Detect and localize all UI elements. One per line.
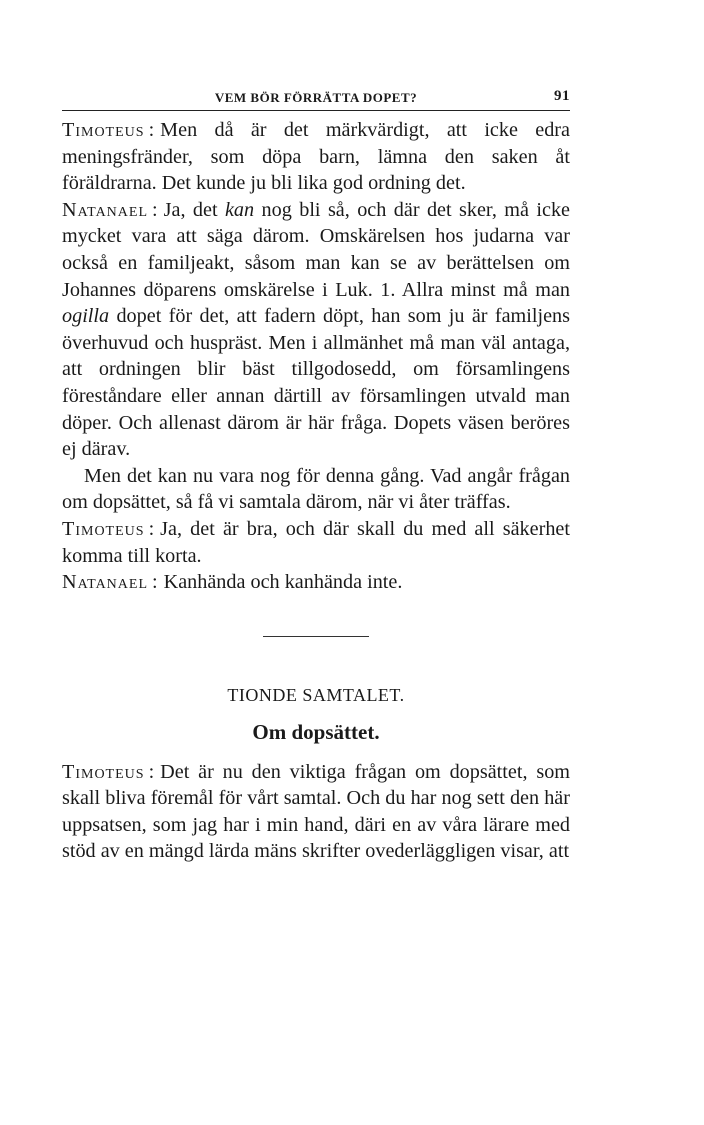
speaker-colon: :: [148, 517, 155, 540]
speaker-name: Timoteus: [62, 517, 145, 540]
paragraph-text: Det är nu den viktiga frågan om dopsättet, som skall bliva föremål för vårt samtal. Och du har nog sett den här uppsatsen, som jag har i min hand, däri en av våra lärare med stöd av en mängd lärda mäns skrifter ovederläggligen visar, att: [62, 760, 570, 863]
paragraph-text: Men det kan nu vara nog för denna gång. Vad angår frågan om dopsättet, så få vi samtala därom, när vi åter träffas.: [62, 464, 570, 514]
speaker-name: Natanael: [62, 571, 149, 594]
paragraph-text: Ja, det är bra, och där skall du med all säkerhet komma till korta.: [62, 517, 570, 567]
speaker-colon: :: [148, 760, 155, 783]
dialogue-paragraph: [62, 463, 570, 516]
emphasis-text: kan: [224, 198, 255, 221]
dialogue-paragraph: [62, 197, 570, 463]
paragraph-text: dopet för det, att fadern döpt, han som ju är familjens överhuvud och huspräst. Men i allmänhet må man väl antaga, att ordningen blir bäst tillgodosedd, om församlingens föreståndare eller annan därtill av församlingen utvald man döper. Och allenast därom är här fråga. Dopets väsen beröres ej därav.: [62, 305, 570, 461]
dialogue-paragraph: [62, 117, 570, 197]
running-title: VEM BÖR FÖRRÄTTA DOPET?: [214, 90, 418, 105]
section-separator: [263, 636, 369, 637]
speaker-name: Timoteus: [62, 760, 145, 783]
running-head: [62, 84, 570, 110]
paragraph-text: Men då är det märkvärdigt, att icke edra meningsfränder, som döpa barn, lämna den saken åt föräldrarna. Det kunde ju bli lika god ordning det.: [62, 119, 570, 195]
section-label: TIONDE SAMTALET.: [227, 684, 405, 705]
dialogue-paragraph: [62, 516, 570, 569]
emphasis-text: ogilla: [62, 305, 110, 328]
paragraph-text: Ja, det: [163, 198, 225, 221]
section-title: Om dopsättet.: [252, 719, 380, 744]
header-rule: [62, 110, 570, 111]
dialogue-paragraph: [62, 569, 570, 596]
speaker-colon: :: [152, 198, 158, 221]
speaker-colon: :: [152, 571, 158, 594]
page-number: 91: [554, 88, 570, 104]
speaker-name: Timoteus: [62, 119, 145, 141]
book-page: [62, 84, 570, 865]
paragraph-text: nog bli så, och där det sker, må icke mycket vara att säga därom. Omskärelsen hos judarna var också en familjeakt, såsom man kan se av berättelsen om Johannes döparens omskärelse i Luk. 1. Allra minst må man: [62, 198, 570, 301]
dialogue-paragraph: [62, 759, 570, 865]
speaker-name: Natanael: [62, 198, 149, 221]
speaker-colon: :: [148, 119, 155, 141]
paragraph-text: Kanhända och kanhända inte.: [163, 571, 403, 594]
